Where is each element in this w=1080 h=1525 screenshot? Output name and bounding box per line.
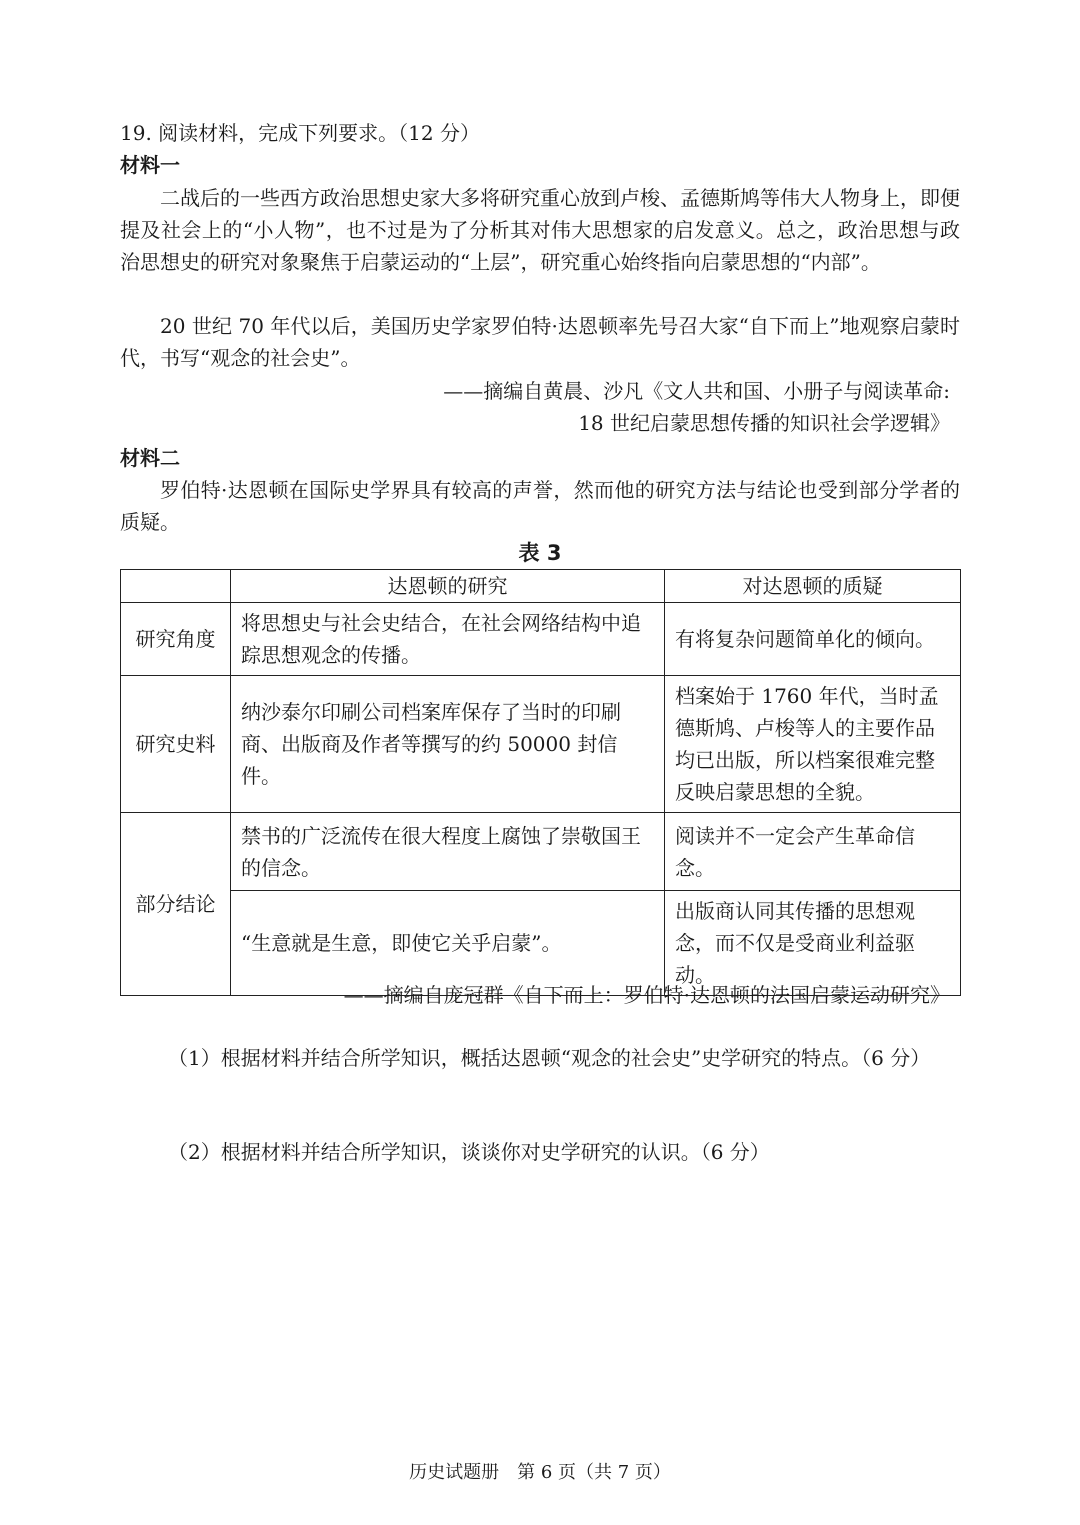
table-header-row xyxy=(121,570,961,603)
material1-heading: 材料一 xyxy=(120,153,180,177)
question-title: 19. 阅读材料，完成下列要求。（12 分） xyxy=(120,121,480,145)
page-footer: 历史试题册 第 6 页（共 7 页） xyxy=(409,1462,671,1483)
row-research: 纳沙泰尔印刷公司档案库保存了当时的印刷商、出版商及作者等撰写的约 50000 封信件。 xyxy=(231,676,665,813)
row-critique: 档案始于 1760 年代，当时孟德斯鸠、卢梭等人的主要作品均已出版，所以档案很难完整反映启蒙思想的全貌。 xyxy=(665,676,961,813)
material1-source-line2: 18 世纪启蒙思想传播的知识社会学逻辑》 xyxy=(578,411,950,435)
comparison-table xyxy=(120,569,961,996)
table-row xyxy=(121,676,961,813)
material2-source: ——摘编自庞冠群《自下而上：罗伯特·达恩顿的法国启蒙运动研究》 xyxy=(343,983,950,1007)
row-critique: 阅读并不一定会产生革命信念。 xyxy=(665,813,961,891)
table-row xyxy=(121,603,961,676)
table-header-critique: 对达恩顿的质疑 xyxy=(665,570,961,603)
row-label: 研究角度 xyxy=(121,603,231,676)
table-header-research: 达恩顿的研究 xyxy=(231,570,665,603)
material1-paragraph1: 二战后的一些西方政治思想史家大多将研究重心放到卢梭、孟德斯鸠等伟大人物身上，即便提及社会上的“小人物”，也不过是为了分析其对伟大思想家的启发意义。总之，政治思想与政治思想史的研究对象聚焦于启蒙运动的“上层”，研究重心始终指向启蒙思想的“内部”。 xyxy=(120,186,960,274)
row-critique: 出版商认同其传播的思想观念，而不仅是受商业利益驱动。 xyxy=(665,891,961,996)
table-header-empty xyxy=(121,570,231,603)
material2-heading: 材料二 xyxy=(120,446,180,470)
material1-source-line1: ——摘编自黄晨、沙凡《文人共和国、小册子与阅读革命: xyxy=(443,379,950,403)
material1-paragraph2: 20 世纪 70 年代以后，美国历史学家罗伯特·达恩顿率先号召大家“自下而上”地观察启蒙时代，书写“观念的社会史”。 xyxy=(120,314,960,370)
material2-paragraph: 罗伯特·达恩顿在国际史学界具有较高的声誉，然而他的研究方法与结论也受到部分学者的质疑。 xyxy=(120,478,960,534)
subquestion-1: （1）根据材料并结合所学知识，概括达恩顿“观念的社会史”史学研究的特点。（6 分） xyxy=(168,1046,931,1070)
row-critique: 有将复杂问题简单化的倾向。 xyxy=(665,603,961,676)
table-row xyxy=(121,813,961,891)
row-research: 禁书的广泛流传在很大程度上腐蚀了崇敬国王的信念。 xyxy=(231,813,665,891)
subquestion-2: （2）根据材料并结合所学知识，谈谈你对史学研究的认识。（6 分） xyxy=(168,1140,770,1164)
row-label: 部分结论 xyxy=(121,813,231,996)
row-research: 将思想史与社会史结合，在社会网络结构中追踪思想观念的传播。 xyxy=(231,603,665,676)
row-label: 研究史料 xyxy=(121,676,231,813)
table-caption: 表 3 xyxy=(518,541,562,565)
row-research: “生意就是生意，即使它关乎启蒙”。 xyxy=(231,891,665,996)
